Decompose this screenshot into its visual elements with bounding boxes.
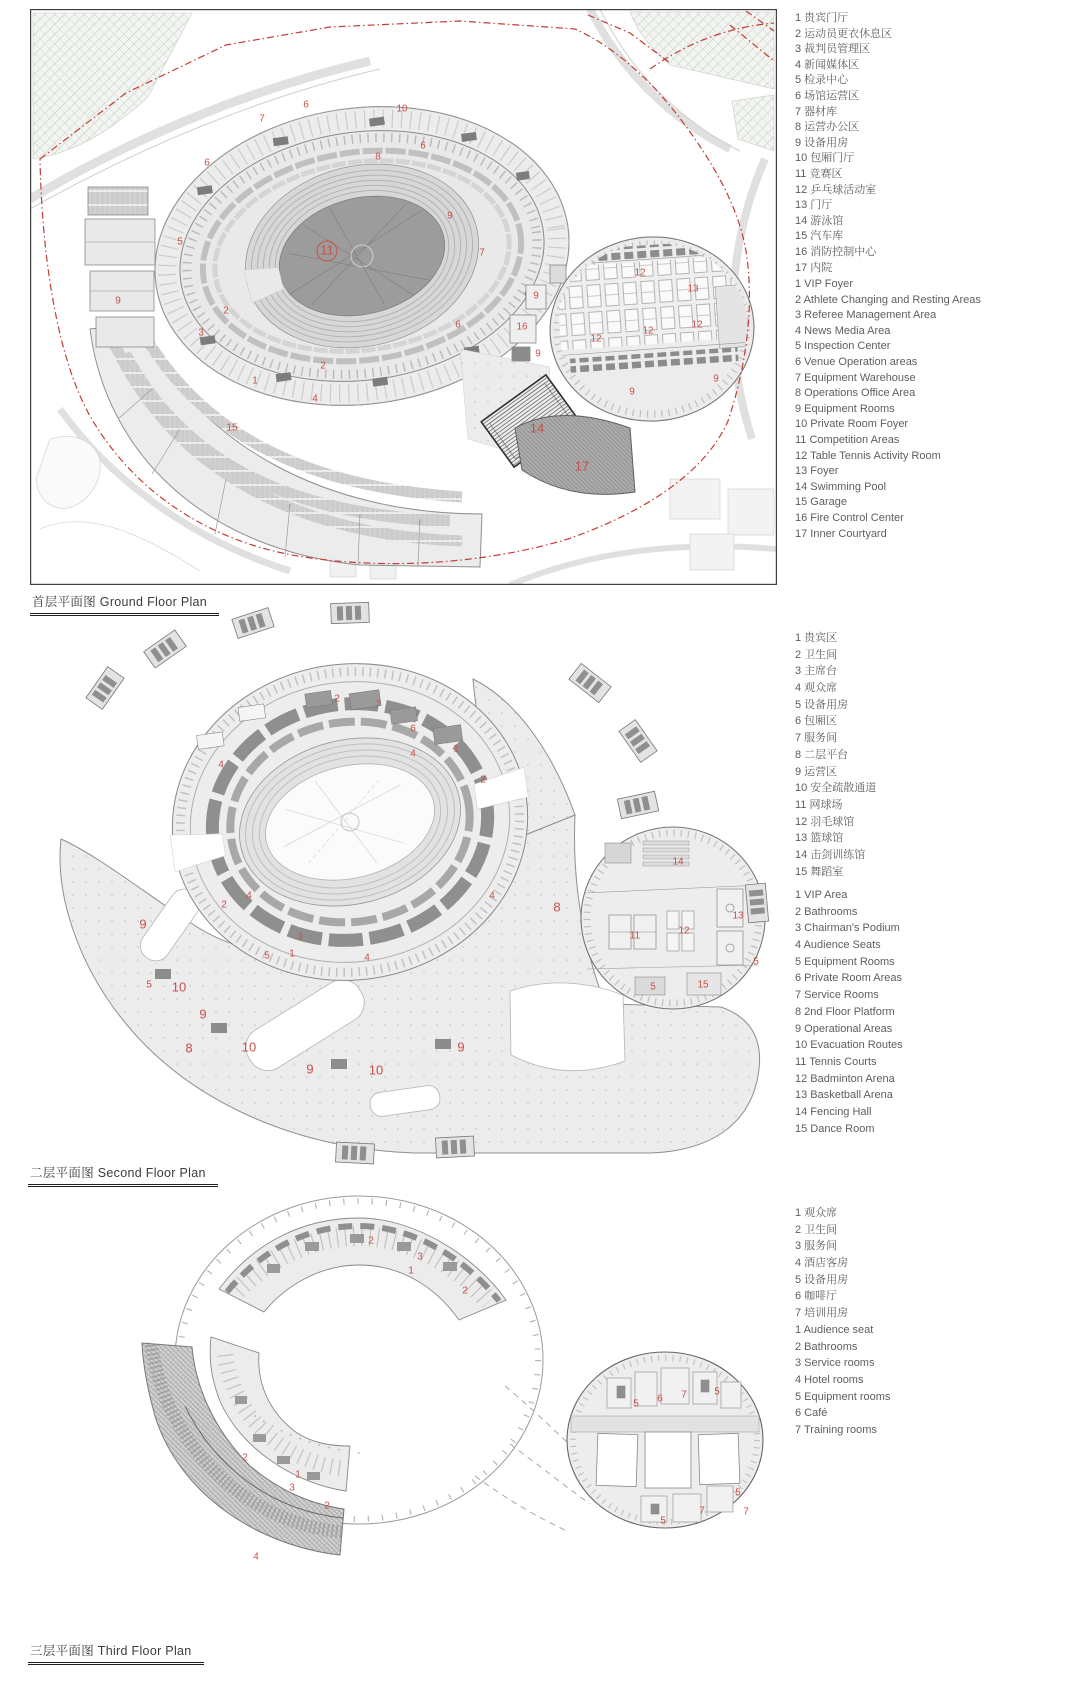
legend-item: 8 运营办公区 bbox=[795, 121, 860, 134]
legend-item: 13 篮球馆 bbox=[795, 832, 844, 845]
plan-number-label: 9 bbox=[199, 1006, 207, 1022]
plan-number-label: 5 bbox=[650, 981, 656, 993]
plan-number-label: 5 bbox=[660, 1515, 666, 1527]
legend-item: 8 2nd Floor Platform bbox=[795, 1005, 895, 1018]
legend-item: 12 Badminton Arena bbox=[795, 1072, 895, 1085]
legend-item: 6 Café bbox=[795, 1407, 828, 1420]
legend-item: 1 观众席 bbox=[795, 1207, 838, 1219]
legend-item: 5 Equipment Rooms bbox=[795, 955, 895, 968]
plan-number-label: 10 bbox=[241, 1039, 257, 1055]
legend-item: 3 服务间 bbox=[795, 1240, 838, 1253]
legend-item: 13 Foyer bbox=[795, 465, 839, 478]
plan-number-label: 13 bbox=[732, 910, 744, 922]
plan-number-label: 6 bbox=[204, 157, 210, 169]
plan-number-label: 9 bbox=[447, 210, 453, 222]
second-floor-plan-drawing bbox=[5, 593, 770, 1165]
caption-zh: 二层平面图 bbox=[30, 1166, 95, 1180]
legend-item: 15 舞蹈室 bbox=[795, 865, 844, 878]
ground-floor-legend-zh bbox=[795, 11, 892, 276]
plan-number-label: 7 bbox=[681, 1389, 687, 1401]
plan-number-label: 1 bbox=[252, 375, 258, 387]
legend-item: 11 竞赛区 bbox=[795, 167, 843, 180]
legend-item: 1 VIP Foyer bbox=[795, 278, 853, 290]
legend-item: 2 卫生间 bbox=[795, 1223, 838, 1236]
caption-zh: 首层平面图 bbox=[32, 595, 97, 609]
west-equipment-cluster bbox=[85, 187, 155, 347]
plan-number-label: 12 bbox=[642, 325, 654, 337]
plan-number-label: 11 bbox=[320, 242, 334, 258]
legend-item: 14 Fencing Hall bbox=[795, 1105, 872, 1118]
legend-item: 5 设备用房 bbox=[795, 1273, 849, 1286]
legend-item: 6 包厢区 bbox=[795, 715, 838, 728]
legend-item: 3 裁判员管理区 bbox=[795, 43, 871, 56]
plan-number-label: 9 bbox=[713, 373, 719, 385]
plan-number-label: 4 bbox=[253, 1551, 259, 1563]
caption-zh: 三层平面图 bbox=[30, 1644, 95, 1658]
legend-item: 3 主席台 bbox=[795, 665, 838, 678]
legend-item: 17 Inner Courtyard bbox=[795, 527, 887, 540]
caption-en: Ground Floor Plan bbox=[99, 595, 208, 609]
third-floor-legend-zh bbox=[795, 1205, 848, 1322]
legend-item: 15 Garage bbox=[795, 496, 847, 509]
plan-number-label: 4 bbox=[489, 890, 495, 902]
plan-number-label: 6 bbox=[420, 140, 426, 152]
plan-number-label: 11 bbox=[629, 930, 641, 942]
plan-number-label: 2 bbox=[223, 305, 229, 317]
basketball-courts bbox=[717, 889, 743, 965]
plan-number-label: 12 bbox=[678, 925, 690, 937]
plan-number-label: 12 bbox=[634, 267, 646, 279]
plan-number-label: 1 bbox=[289, 948, 295, 960]
legend-item: 16 Fire Control Center bbox=[795, 511, 904, 524]
plan-number-label: 6 bbox=[455, 319, 461, 331]
plan-number-label: 2 bbox=[368, 1235, 374, 1247]
legend-item: 2 Bathrooms bbox=[795, 905, 858, 918]
legend-item: 4 News Media Area bbox=[795, 324, 891, 337]
plan-number-label: 4 bbox=[246, 890, 252, 902]
legend-item: 4 Hotel rooms bbox=[795, 1374, 864, 1387]
legend-item: 16 消防控制中心 bbox=[795, 245, 877, 258]
legend-item: 9 Equipment Rooms bbox=[795, 402, 895, 415]
legend-item: 2 Athlete Changing and Resting Areas bbox=[795, 293, 981, 306]
legend-item: 2 卫生间 bbox=[795, 648, 838, 661]
plan-number-label: 10 bbox=[368, 1062, 384, 1078]
plan-number-label: 6 bbox=[657, 1393, 663, 1405]
plan-number-label: 4 bbox=[364, 952, 370, 964]
plan-number-label: 6 bbox=[303, 99, 309, 111]
plan-number-label: 8 bbox=[553, 899, 561, 915]
plan-number-label: 2 bbox=[221, 899, 227, 911]
plan-number-label: 2 bbox=[334, 693, 340, 705]
plan-number-label: 9 bbox=[457, 1039, 465, 1055]
legend-item: 13 门厅 bbox=[795, 199, 833, 212]
plan-number-label: 12 bbox=[691, 319, 703, 331]
legend-item: 12 羽毛球馆 bbox=[795, 815, 855, 828]
legend-item: 6 Private Room Areas bbox=[795, 972, 902, 985]
legend-item: 4 新闻媒体区 bbox=[795, 58, 860, 71]
legend-item: 2 运动员更衣休息区 bbox=[795, 27, 893, 40]
legend-item: 2 Bathrooms bbox=[795, 1340, 858, 1353]
legend-item: 13 Basketball Arena bbox=[795, 1089, 893, 1102]
legend-item: 15 Dance Room bbox=[795, 1122, 875, 1135]
plan-number-label: 4 bbox=[312, 393, 318, 405]
plan-number-label: 1 bbox=[295, 1469, 301, 1481]
legend-item: 4 Audience Seats bbox=[795, 939, 881, 952]
legend-item: 14 击剑训练馆 bbox=[795, 848, 866, 861]
plan-number-label: 9 bbox=[115, 295, 121, 307]
plan-number-label: 5 bbox=[177, 236, 183, 248]
legend-item: 6 场馆运营区 bbox=[795, 89, 860, 102]
legend-item: 3 Service rooms bbox=[795, 1357, 875, 1370]
legend-item: 3 Chairman's Podium bbox=[795, 922, 900, 935]
legend-item: 7 Equipment Warehouse bbox=[795, 371, 916, 384]
plan-number-label: 8 bbox=[375, 151, 381, 163]
caption-en: Second Floor Plan bbox=[97, 1166, 206, 1180]
plan-number-label: 2 bbox=[462, 1285, 468, 1297]
legend-item: 14 游泳馆 bbox=[795, 214, 844, 227]
legend-item: 12 乒乓球活动室 bbox=[795, 183, 877, 196]
legend-item: 1 VIP Area bbox=[795, 889, 848, 901]
legend-item: 5 Equipment rooms bbox=[795, 1390, 891, 1403]
legend-item: 7 培训用房 bbox=[795, 1307, 849, 1320]
second-floor-legend-en bbox=[795, 887, 903, 1137]
third-floor-legend-en bbox=[795, 1322, 890, 1439]
plan-number-label: 5 bbox=[753, 956, 759, 968]
legend-item: 11 Tennis Courts bbox=[795, 1055, 877, 1068]
legend-item: 8 Operations Office Area bbox=[795, 387, 916, 400]
legend-item: 11 网球场 bbox=[795, 798, 843, 811]
legend-item: 1 贵宾门厅 bbox=[795, 12, 849, 24]
plan-number-label: 5 bbox=[146, 979, 152, 991]
legend-item: 6 Venue Operation areas bbox=[795, 355, 918, 368]
legend-item: 15 汽车库 bbox=[795, 230, 844, 243]
legend-item: 9 Operational Areas bbox=[795, 1022, 893, 1035]
caption-en: Third Floor Plan bbox=[97, 1644, 192, 1658]
legend-item: 9 设备用房 bbox=[795, 136, 849, 149]
plan-number-label: 5 bbox=[735, 1487, 741, 1499]
legend-item: 9 运营区 bbox=[795, 765, 838, 778]
legend-item: 1 贵宾区 bbox=[795, 632, 838, 644]
plan-number-label: 4 bbox=[410, 748, 416, 760]
plan-number-label: 10 bbox=[396, 103, 408, 115]
plan-number-label: 2 bbox=[480, 774, 486, 786]
plan-number-label: 7 bbox=[479, 247, 485, 259]
plan-number-label: 12 bbox=[590, 333, 602, 345]
plan-number-label: 7 bbox=[375, 699, 381, 711]
plan-number-label: 1 bbox=[408, 1265, 414, 1277]
third-floor-plan-drawing bbox=[5, 1186, 770, 1638]
plan-number-label: 17 bbox=[574, 458, 590, 474]
legend-item: 4 酒店客房 bbox=[795, 1257, 849, 1270]
legend-item: 10 Evacuation Routes bbox=[795, 1039, 903, 1052]
training-hall-3f bbox=[567, 1352, 763, 1528]
legend-item: 17 内院 bbox=[795, 261, 833, 274]
legend-item: 3 Referee Management Area bbox=[795, 309, 937, 322]
legend-item: 8 二层平台 bbox=[795, 748, 849, 761]
plan-number-label: 3 bbox=[297, 931, 303, 943]
plan-number-label: 5 bbox=[633, 1398, 639, 1410]
third-floor-caption bbox=[28, 1641, 204, 1665]
plan-number-label: 9 bbox=[139, 916, 147, 932]
legend-item: 6 咖啡厅 bbox=[795, 1290, 838, 1303]
plan-number-label: 13 bbox=[687, 283, 699, 295]
plan-number-label: 16 bbox=[516, 321, 528, 333]
corridor bbox=[571, 1416, 759, 1432]
plan-number-label: 9 bbox=[306, 1061, 314, 1077]
training-courts bbox=[596, 1432, 740, 1488]
plan-number-label: 7 bbox=[699, 1505, 705, 1517]
plan-number-label: 9 bbox=[533, 290, 539, 302]
legend-item: 5 检录中心 bbox=[795, 74, 849, 87]
legend-item: 1 Audience seat bbox=[795, 1324, 874, 1336]
plan-number-label: 2 bbox=[242, 1452, 248, 1464]
legend-item: 10 包厢门厅 bbox=[795, 152, 855, 165]
legend-item: 4 观众席 bbox=[795, 682, 838, 695]
ground-floor-plan-drawing bbox=[30, 9, 777, 585]
plan-number-label: 3 bbox=[289, 1482, 295, 1494]
plan-number-label: 7 bbox=[259, 113, 265, 125]
plan-number-label: 8 bbox=[185, 1040, 193, 1056]
legend-item: 14 Swimming Pool bbox=[795, 480, 887, 493]
plan-number-label: 14 bbox=[529, 420, 545, 436]
plan-number-label: 2 bbox=[320, 360, 326, 372]
legend-item: 7 Service Rooms bbox=[795, 989, 879, 1002]
plan-number-label: 1 bbox=[453, 743, 459, 755]
plan-number-label: 5 bbox=[264, 950, 270, 962]
legend-item: 7 服务间 bbox=[795, 732, 838, 745]
plan-number-label: 14 bbox=[672, 856, 684, 868]
ground-floor-legend-en bbox=[795, 277, 981, 542]
plan-number-label: 3 bbox=[198, 327, 204, 339]
legend-item: 7 Training rooms bbox=[795, 1424, 877, 1437]
second-floor-legend-zh bbox=[795, 630, 876, 880]
plan-number-label: 4 bbox=[218, 759, 224, 771]
plan-number-label: 2 bbox=[324, 1500, 330, 1512]
plan-number-label: 10 bbox=[171, 979, 187, 995]
legend-item: 10 Private Room Foyer bbox=[795, 418, 909, 431]
plan-number-label: 7 bbox=[743, 1506, 749, 1518]
legend-item: 11 Competition Areas bbox=[795, 433, 900, 446]
legend-item: 5 Inspection Center bbox=[795, 340, 891, 353]
plan-number-label: 9 bbox=[629, 386, 635, 398]
upper-room-band bbox=[219, 1218, 506, 1320]
second-floor-caption bbox=[28, 1163, 218, 1187]
plan-number-label: 6 bbox=[410, 723, 416, 735]
legend-item: 5 设备用房 bbox=[795, 698, 849, 711]
plan-number-label: 15 bbox=[697, 979, 709, 991]
legend-item: 10 安全疏散通道 bbox=[795, 782, 877, 795]
plan-number-label: 3 bbox=[417, 1251, 423, 1263]
plan-number-label: 5 bbox=[714, 1386, 720, 1398]
legend-item: 12 Table Tennis Activity Room bbox=[795, 449, 941, 462]
plan-number-label: 15 bbox=[226, 422, 238, 434]
legend-item: 7 器材库 bbox=[795, 105, 838, 118]
plan-number-label: 9 bbox=[535, 348, 541, 360]
